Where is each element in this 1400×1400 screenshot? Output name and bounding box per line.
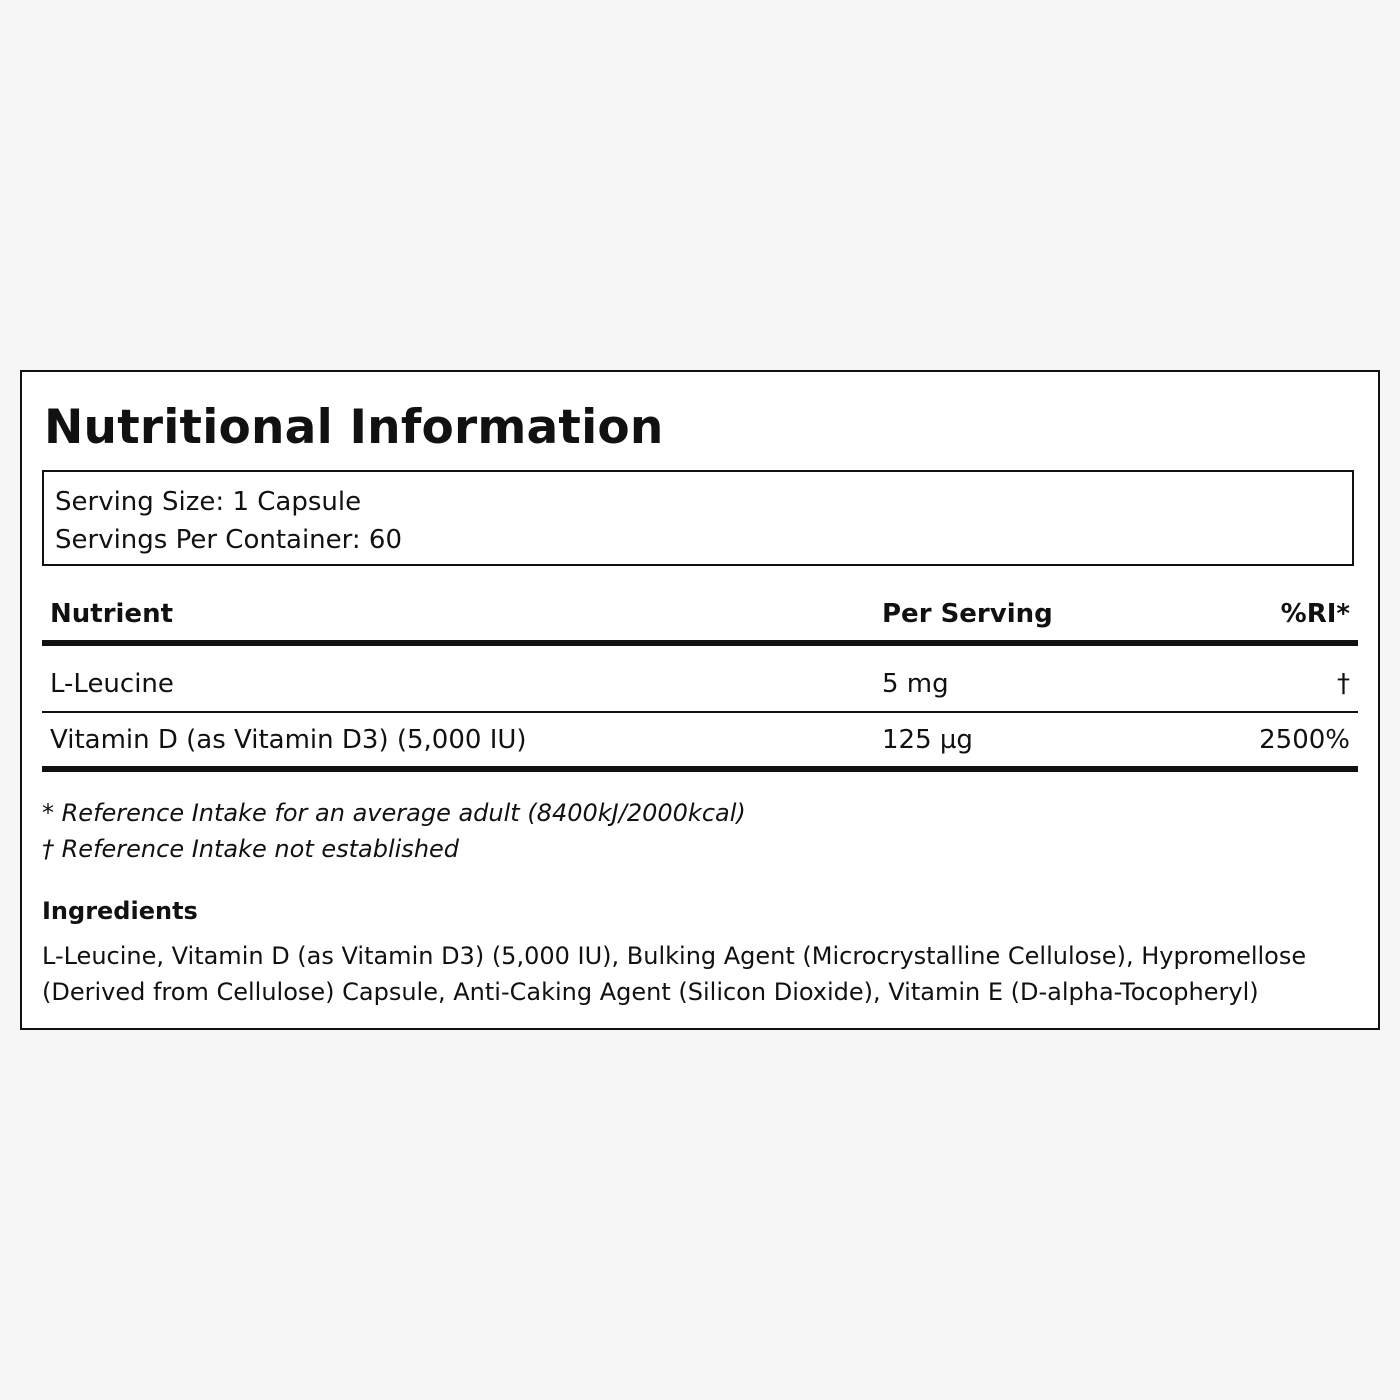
ingredients-text: L-Leucine, Vitamin D (as Vitamin D3) (5,000 IU), Bulking Agent (Microcrystalline Cellulose), Hypromellose (Derived from Cellulose) Capsule, Anti-Caking Agent (Silicon Dioxide), Vitamin E (D-alpha-Tocopheryl) xyxy=(42,942,1307,1006)
header-divider xyxy=(42,640,1358,646)
header-nutrient: Nutrient xyxy=(50,599,174,629)
row-ri: 2500% xyxy=(1259,725,1350,755)
serving-size: Serving Size: 1 Capsule xyxy=(55,487,362,517)
row-per-serving: 125 µg xyxy=(882,725,973,755)
footnote-reference-intake: * Reference Intake for an average adult (8400kJ/2000kcal) xyxy=(42,799,746,827)
serving-info-box xyxy=(42,470,1354,566)
page-title: Nutritional Information xyxy=(44,400,664,455)
header-per-serving: Per Serving xyxy=(882,599,1053,629)
nutrition-panel xyxy=(20,370,1380,1030)
ingredients-heading: Ingredients xyxy=(42,897,198,925)
servings-per-container: Servings Per Container: 60 xyxy=(55,525,403,555)
row-divider xyxy=(42,711,1358,713)
row-per-serving: 5 mg xyxy=(882,669,949,699)
row-ri: † xyxy=(1337,669,1350,699)
row-nutrient: Vitamin D (as Vitamin D3) (5,000 IU) xyxy=(50,725,527,755)
row-nutrient: L-Leucine xyxy=(50,669,174,699)
table-bottom-divider xyxy=(42,766,1358,772)
footnote-not-established: † Reference Intake not established xyxy=(42,835,460,863)
header-ri: %RI* xyxy=(1280,599,1350,629)
